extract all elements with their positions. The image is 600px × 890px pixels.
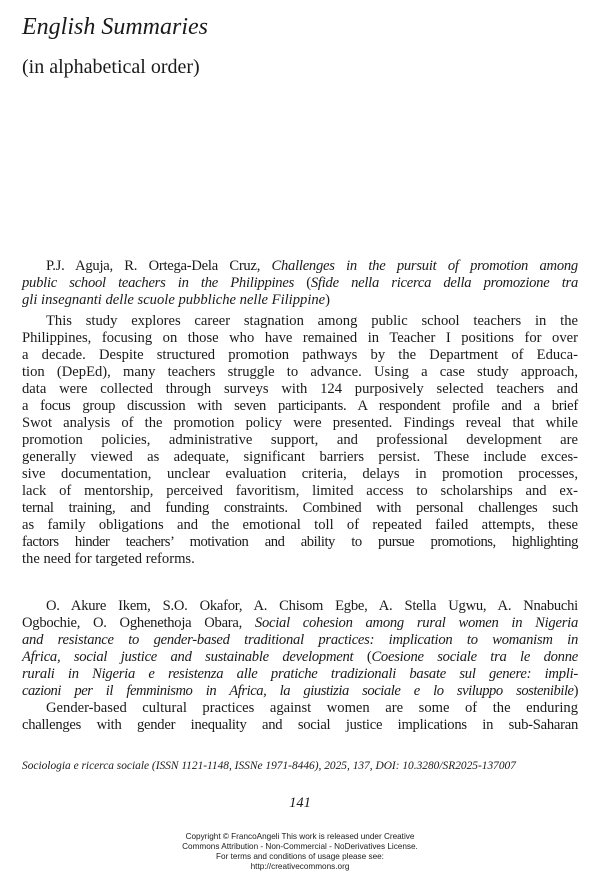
- summary-body-line: Philippines, focusing on those who have remained in Teacher I positions for over: [22, 330, 578, 346]
- summary-body-line: This study explores career stagnation among public school teachers in the: [46, 313, 578, 329]
- summary-body-line: challenges with gender inequality and social justice implications in sub-Saharan: [22, 717, 578, 733]
- paren-close: ): [573, 683, 578, 699]
- summary-title: Africa, social justice and sustainable development: [22, 649, 354, 665]
- license-line: For terms and conditions of usage please see:: [216, 852, 384, 861]
- license-notice: [0, 832, 600, 872]
- summary-body-line: sive documentation, unclear evaluation criteria, delays in promotion processes,: [22, 466, 578, 482]
- summary-italian-title: cazioni per il femminismo in Africa, la giustizia sociale e lo sviluppo sostenibile: [22, 683, 574, 699]
- summary-citation-line: [22, 649, 578, 666]
- summary-title: Challenges in the pursuit of promotion among: [271, 258, 578, 274]
- summary-body-line: factors hinder teachers’ motivation and ability to pursue promotions, highlighting: [22, 534, 578, 550]
- summary-title: public school teachers in the Philippines: [22, 275, 294, 291]
- paren-open: (: [294, 275, 311, 291]
- summary-authors: Ogbochie, O. Oghenethoja Obara,: [22, 615, 255, 631]
- summary-body-line: a decade. Despite structured promotion pathways by the Department of Educa-: [22, 347, 578, 363]
- paren-open: (: [353, 649, 372, 665]
- summary-body-line: promotion policies, administrative support, and professional development are: [22, 432, 578, 448]
- license-link[interactable]: http://creativecommons.org: [250, 862, 350, 871]
- summary-body-line: Gender-based cultural practices against women are some of the enduring: [46, 700, 578, 716]
- page-number: 141: [289, 795, 311, 811]
- summary-body-line: lack of mentorship, perceived favoritism, limited access to scholarships and ex-: [22, 483, 578, 499]
- summary-italian-title: rurali in Nigeria e resistenza alle pratiche tradizionali basate sul genere: impli-: [22, 666, 578, 682]
- summary-body-line: the need for targeted reforms.: [22, 551, 195, 567]
- summary-citation-line: [22, 683, 578, 700]
- summary-citation-line: [22, 615, 578, 632]
- license-line: Commons Attribution - Non-Commercial - NoDerivatives License.: [182, 842, 418, 851]
- summary-body-line: tion (DepEd), many teachers struggle to advance. Using a case study approach,: [22, 364, 578, 380]
- summary-citation-line: [22, 632, 578, 649]
- summary-citation-line: [46, 258, 578, 275]
- summary-body-line: Swot analysis of the promotion policy were presented. Findings reveal that while: [22, 415, 578, 431]
- summary-citation-line: [22, 666, 578, 683]
- journal-citation: Sociologia e ricerca sociale (ISSN 1121-1148, ISSNe 1971-8446), 2025, 137, DOI: 10.3280/SR2025-137007: [22, 760, 516, 772]
- summary-italian-title: Sfide nella ricerca della promozione tra: [310, 275, 578, 291]
- summary-italian-title: gli insegnanti delle scuole pubbliche nelle Filippine: [22, 292, 326, 308]
- summary-body-line: ternal training, and funding constraints. Combined with personal challenges such: [22, 500, 578, 516]
- summary-citation-line: [22, 275, 578, 292]
- section-title: English Summaries: [22, 14, 208, 40]
- summary-body-line: generally viewed as adequate, significant barriers persist. These include exces-: [22, 449, 578, 465]
- section-subtitle: (in alphabetical order): [22, 56, 200, 78]
- license-line: Copyright © FrancoAngeli This work is released under Creative: [185, 832, 415, 841]
- paren-close: ): [325, 292, 331, 308]
- summary-italian-title: Coesione sociale tra le donne: [371, 649, 578, 665]
- summary-title: Social cohesion among rural women in Nigeria: [254, 615, 578, 631]
- summary-body-line: data were collected through surveys with 124 purposively selected teachers and: [22, 381, 578, 397]
- summary-body-line: a focus group discussion with seven participants. A respondent profile and a brief: [22, 398, 578, 414]
- summary-title: and resistance to gender-based traditional practices: implication to womanism in: [22, 632, 578, 648]
- summary-body-line: as family obligations and the emotional toll of repeated failed attempts, these: [22, 517, 578, 533]
- summary-authors: O. Akure Ikem, S.O. Okafor, A. Chisom Egbe, A. Stella Ugwu, A. Nnabuchi: [46, 598, 578, 614]
- summary-authors: P.J. Aguja, R. Ortega-Dela Cruz,: [46, 258, 272, 274]
- summary-citation-line: [22, 292, 578, 309]
